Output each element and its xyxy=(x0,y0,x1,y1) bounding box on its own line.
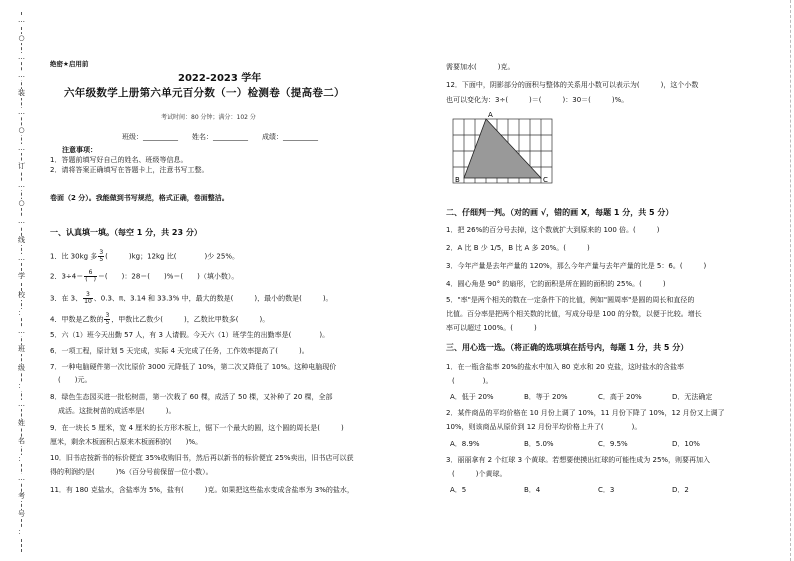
binding-label: 装 xyxy=(14,89,29,98)
vertex-label-c: C xyxy=(543,176,548,184)
question-11: 11．有 180 克盐水，含盐率为 5%，盐有( )克。如果把这些盐水变成含盐率为 3%的盐水， xyxy=(50,486,354,494)
choice-question-2: 2．某件商品的平均价格在 10 月份上调了 10%，11 月份下降了 10%，12 月份又上调了 xyxy=(446,409,725,417)
option-c: C．9.5% xyxy=(598,440,628,448)
option-d: D．无法确定 xyxy=(672,393,713,401)
q1-frac-den: 5 xyxy=(99,256,104,263)
binding-label: ○ xyxy=(14,199,29,208)
triangle-grid-figure xyxy=(452,111,562,184)
q3-rest: 、0.3、π、3.14 和 33.3% 中，最大的数是( )，最小的数是( )。 xyxy=(93,294,333,303)
option-c: C．高于 20% xyxy=(598,393,642,401)
q4-frac-den: 5 xyxy=(105,319,110,326)
question-6: 6．一项工程，原计划 5 天完成，实际 4 天完成了任务，工作效率提高了( )。 xyxy=(50,347,309,355)
q1-frac-num: 3 xyxy=(99,249,104,256)
question-9: 9．在一块长 5 厘米，宽 4 厘米的长方形木板上，锯下一个最大的圆，这个圆的周长是( ) xyxy=(50,424,344,432)
q3-fraction xyxy=(83,292,93,305)
binding-label: 订 xyxy=(14,162,29,171)
binding-label: 号 xyxy=(14,510,29,519)
binding-label: 校 xyxy=(14,291,29,300)
binding-label: … xyxy=(14,400,29,409)
choice-question-1: 1．在一瓶含盐率 20%的盐水中加入 80 克水和 20 克盐，这时盐水的含盐率 xyxy=(446,363,684,371)
page-title: 六年级数学上册第六单元百分数（一）检测卷（提高卷二） xyxy=(64,87,345,99)
question-10-cont: 得的利润约是( )%（百分号前保留一位小数）。 xyxy=(50,468,213,476)
exam-info: 考试时间：80 分钟；满分：102 分 xyxy=(161,114,256,121)
binding-label: … xyxy=(14,217,29,226)
q1-fraction xyxy=(98,250,104,263)
school-year: 2022-2023 学年 xyxy=(178,73,262,84)
question-9-cont: 厘米，剩余木板面积占原来木板面积的( )%。 xyxy=(50,438,203,446)
section1-heading: 一、认真填一填。（每空 1 分，共 23 分） xyxy=(50,228,202,237)
choice-question-3-cont: ( )个黄球。 xyxy=(452,470,507,478)
judge-item: 1．把 26%的百分号去掉，这个数就扩大到原来的 100 倍。( ) xyxy=(446,226,660,234)
shaded-triangle xyxy=(464,119,541,178)
option-d: D．10% xyxy=(672,440,700,448)
vertex-label-a: A xyxy=(488,111,493,119)
q2-frac-num: 6 xyxy=(84,270,97,277)
option-c: C．3 xyxy=(598,486,615,494)
binding-label: … xyxy=(14,474,29,483)
question-3 xyxy=(50,292,333,305)
binding-label: … xyxy=(14,108,29,117)
q1-text: 1．比 30kg 多 xyxy=(50,252,98,261)
option-b: B．4 xyxy=(524,486,541,494)
binding-label: ： xyxy=(14,382,29,391)
question-8: 8．绿色生态园买进一批松树苗，第一次栽了 60 棵，成活了 50 棵，又补种了 20 棵，全部 xyxy=(50,393,333,401)
vertex-label-b: B xyxy=(455,176,460,184)
question-12-cont: 也可以变化为：3÷( )＝( )：30＝( )%。 xyxy=(446,96,629,104)
q2-fraction xyxy=(84,270,97,283)
binding-label: … xyxy=(14,16,29,25)
question-1 xyxy=(50,250,239,263)
binding-label: ： xyxy=(14,309,29,318)
binding-label: 线 xyxy=(14,236,29,245)
question-2 xyxy=(50,270,238,283)
left-column xyxy=(46,0,401,561)
judge-item: 2．A 比 B 少 1/5，B 比 A 多 20%。( ) xyxy=(446,244,590,252)
binding-label: 姓 xyxy=(14,419,29,428)
q2-rest: ＝( )：28＝( )%＝( )（填小数）。 xyxy=(97,272,239,281)
q3-frac-den: 10 xyxy=(84,298,92,305)
notes-item: 2．请将答案正确填写在答题卡上，注意书写工整。 xyxy=(50,166,209,174)
notes-item: 1．答题前填写好自己的姓名、班级等信息。 xyxy=(50,156,188,164)
secret-mark: 绝密★启用前 xyxy=(50,60,89,68)
binding-label: ： xyxy=(14,528,29,537)
binding-label: … xyxy=(14,327,29,336)
q2-frac-den: ( ) xyxy=(85,276,96,283)
binding-label: 学 xyxy=(14,272,29,281)
judge-item: 4．圆心角是 90° 的扇形，它的面积是所在圆的面积的 25%。( ) xyxy=(446,280,666,288)
q4-fraction xyxy=(104,313,110,326)
q1-rest: ( )kg；12kg 比( )少 25%。 xyxy=(105,252,239,261)
option-d: D．2 xyxy=(672,486,689,494)
binding-label: … xyxy=(14,71,29,80)
student-fields: 班级：__________ 姓名：__________ 成绩：__________ xyxy=(122,133,318,141)
binding-margin xyxy=(10,12,34,552)
style-note: 卷面（2 分）。我能做到书写规范，格式正确，卷面整洁。 xyxy=(50,194,229,202)
q4-rest: ，甲数比乙数少( )，乙数比甲数多( )。 xyxy=(111,315,270,324)
binding-label: ○ xyxy=(14,34,29,43)
binding-label: ： xyxy=(14,455,29,464)
binding-label: 级 xyxy=(14,364,29,373)
question-7: 7．一种电脑硬件第一次比原价 3000 元降低了 10%，第二次又降低了 10%。这种电脑现价 xyxy=(50,363,337,371)
binding-label: … xyxy=(14,53,29,62)
question-7-cont: ( )元。 xyxy=(58,376,92,384)
section3-heading: 三、用心选一选。（将正确的选项填在括号内，每题 1 分，共 5 分） xyxy=(446,343,689,352)
section2-heading: 二、仔细判一判。（对的画 √，错的画 X，每题 1 分，共 5 分） xyxy=(446,208,674,217)
judge-item-cont: 比值。百分率是把两个相关数的比值，写成分母是 100 的分数，以便于比较。增长 xyxy=(446,310,702,318)
q3-frac-num: 3 xyxy=(83,292,93,299)
option-b: B．5.0% xyxy=(524,440,554,448)
q4-frac-num: 3 xyxy=(105,312,110,319)
question-10: 10．旧书店按新书的标价便宜 35%收购旧书，然后再以新书的标价便宜 25%卖出，旧书店可以获 xyxy=(50,454,354,462)
binding-label: … xyxy=(14,254,29,263)
judge-item: 3．今年产量是去年产量的 120%，那么今年产量与去年产量的比是 5：6。( ) xyxy=(446,262,707,270)
q3-text: 3．在 3、 xyxy=(50,294,83,303)
choice-question-1-cont: ( )。 xyxy=(452,377,493,385)
choice-question-2-cont: 10%，则该商品从原价到 12 月份平均价格上升了( )。 xyxy=(446,423,642,431)
choice-question-3: 3．丽丽拿有 2 个红球 3 个黄球。若想要使摸出红球的可能性成为 25%，则要再加入 xyxy=(446,456,711,464)
binding-label: 班 xyxy=(14,345,29,354)
notes-heading: 注意事项： xyxy=(62,146,97,154)
right-edge-line xyxy=(790,0,791,561)
binding-label: 考 xyxy=(14,492,29,501)
option-a: A．低于 20% xyxy=(450,393,494,401)
q4-text: 4．甲数是乙数的 xyxy=(50,315,104,324)
question-5: 5．六（1）班今天出勤 57 人，有 3 人请假。今天六（1）班学生的出勤率是( )。 xyxy=(50,331,330,339)
binding-label: 名 xyxy=(14,437,29,446)
q2-text: 2．3÷4＝ xyxy=(50,272,84,281)
binding-label: … xyxy=(14,181,29,190)
judge-item: 5．"率"是两个相关的数在一定条件下的比值，例如"圆周率"是圆的周长和直径的 xyxy=(446,296,695,304)
right-column xyxy=(440,0,780,561)
option-a: A．5 xyxy=(450,486,467,494)
question-8-cont: 成活。这批树苗的成活率是( )。 xyxy=(58,407,176,415)
option-b: B．等于 20% xyxy=(524,393,568,401)
judge-item-cont: 率可以超过 100%。( ) xyxy=(446,324,537,332)
question-11-cont: 需要加水( )克。 xyxy=(446,63,515,71)
binding-label: … xyxy=(14,144,29,153)
option-a: A．8.9% xyxy=(450,440,480,448)
binding-label: ○ xyxy=(14,126,29,135)
question-12: 12．下面中，阴影部分的面积与整体的关系用小数可以表示为( )，这个小数 xyxy=(446,81,699,89)
question-4 xyxy=(50,313,269,326)
